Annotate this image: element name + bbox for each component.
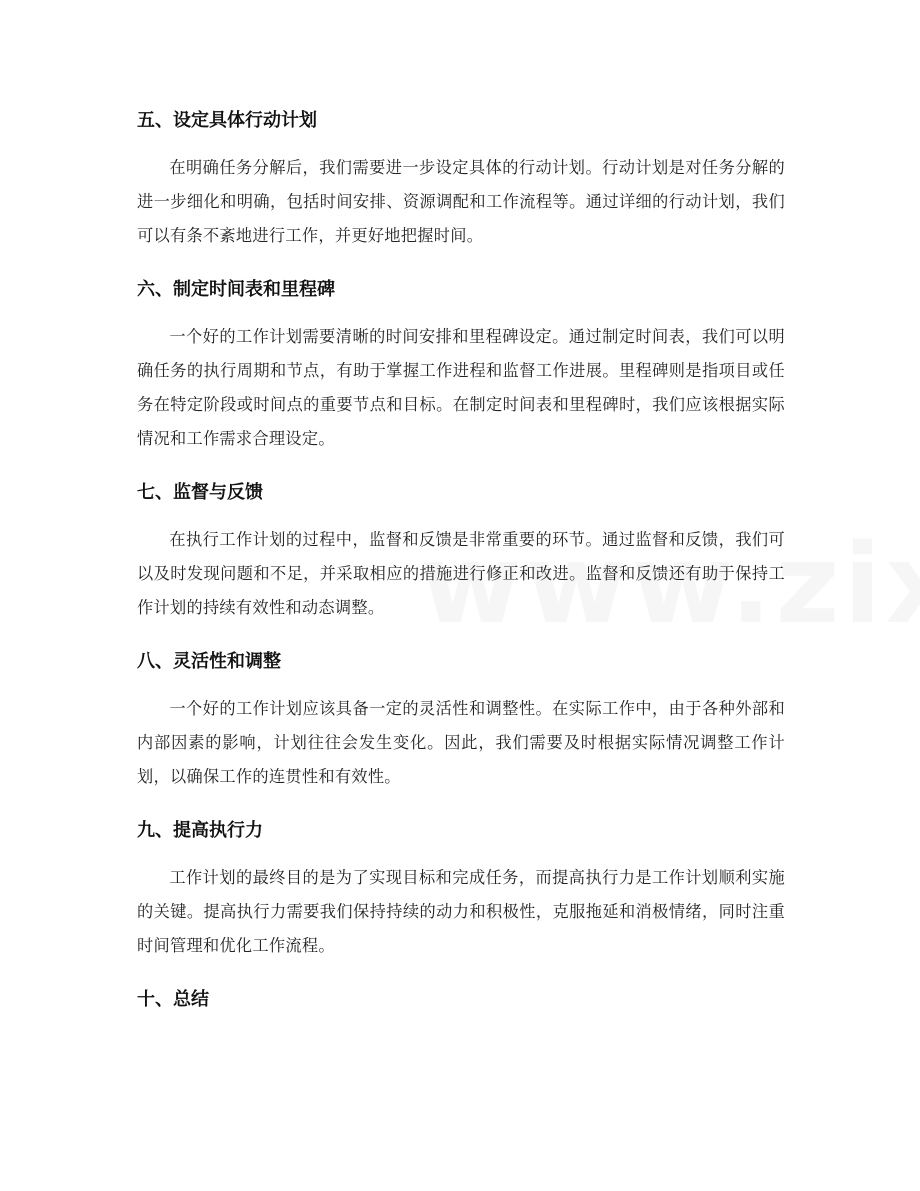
section-heading: 八、灵活性和调整 bbox=[137, 651, 281, 672]
document-content bbox=[137, 103, 785, 1030]
section-5 bbox=[137, 103, 785, 253]
section-10 bbox=[137, 982, 785, 1018]
section-heading: 五、设定具体行动计划 bbox=[137, 110, 317, 131]
section-7 bbox=[137, 475, 785, 625]
section-paragraph: 在明确任务分解后，我们需要进一步设定具体的行动计划。行动计划是对任务分解的进一步细化和明确，包括时间安排、资源调配和工作流程等。通过详细的行动计划，我们可以有条不紊地进行工作，并更好地把握时间。 bbox=[137, 158, 785, 245]
section-paragraph: 工作计划的最终目的是为了实现目标和完成任务，而提高执行力是工作计划顺利实施的关键。提高执行力需要我们保持持续的动力和积极性，克服拖延和消极情绪，同时注重时间管理和优化工作流程。 bbox=[137, 868, 785, 955]
section-paragraph: 在执行工作计划的过程中，监督和反馈是非常重要的环节。通过监督和反馈，我们可以及时发现问题和不足，并采取相应的措施进行修正和改进。监督和反馈还有助于保持工作计划的持续有效性和动态调整。 bbox=[137, 530, 785, 617]
section-heading: 六、制定时间表和里程碑 bbox=[137, 279, 335, 300]
section-heading: 九、提高执行力 bbox=[137, 820, 263, 841]
section-paragraph: 一个好的工作计划需要清晰的时间安排和里程碑设定。通过制定时间表，我们可以明确任务的执行周期和节点，有助于掌握工作进程和监督工作进展。里程碑则是指项目或任务在特定阶段或时间点的重要节点和目标。在制定时间表和里程碑时，我们应该根据实际情况和工作需求合理设定。 bbox=[137, 327, 785, 448]
section-heading: 十、总结 bbox=[137, 989, 209, 1010]
section-9 bbox=[137, 813, 785, 963]
section-heading: 七、监督与反馈 bbox=[137, 482, 263, 503]
section-8 bbox=[137, 644, 785, 794]
section-6 bbox=[137, 272, 785, 456]
section-paragraph: 一个好的工作计划应该具备一定的灵活性和调整性。在实际工作中，由于各种外部和内部因素的影响，计划往往会发生变化。因此，我们需要及时根据实际情况调整工作计划，以确保工作的连贯性和有效性。 bbox=[137, 699, 785, 786]
